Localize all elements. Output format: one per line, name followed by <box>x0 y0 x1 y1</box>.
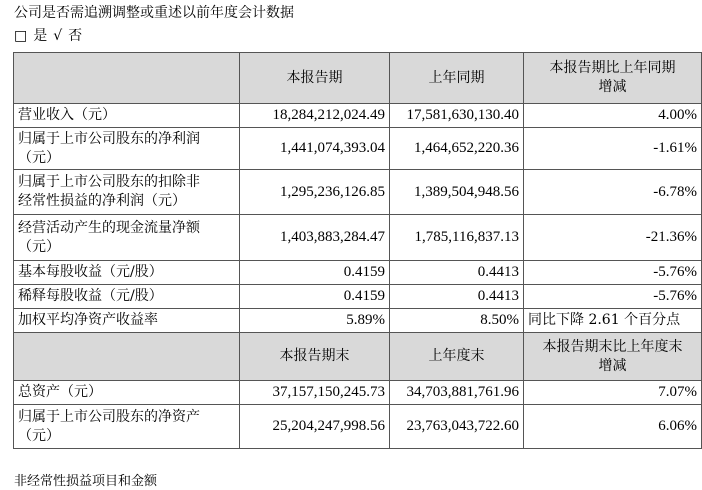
header-change-line2: 增减 <box>598 79 627 95</box>
header-prior-period: 上年同期 <box>390 53 524 104</box>
change-value: -1.61% <box>524 128 702 170</box>
header-blank-cell <box>14 333 240 381</box>
table-row <box>14 261 702 285</box>
current-value: 37,157,150,245.73 <box>240 381 390 405</box>
row-label <box>14 104 240 128</box>
prior-value: 8.50% <box>390 309 524 333</box>
table-row <box>14 128 702 170</box>
current-value: 1,295,236,126.85 <box>240 170 390 215</box>
row-label-line1: 归属于上市公司股东的扣除非 <box>18 174 200 190</box>
change-value: -5.76% <box>524 285 702 309</box>
row-label-line1: 营业收入（元） <box>18 107 116 123</box>
change-value: 7.07% <box>524 381 702 405</box>
row-label <box>14 170 240 215</box>
change-value: -6.78% <box>524 170 702 215</box>
row-label-line2: （元） <box>18 149 60 166</box>
table-row <box>14 104 702 128</box>
header-change-line1: 本报告期末比上年度末 <box>542 338 683 355</box>
row-label-line2: （元） <box>18 427 60 444</box>
header-change-line2: 增减 <box>598 357 627 374</box>
row-label-line2: 经常性损益的净利润（元） <box>18 193 186 209</box>
prior-value: 1,464,652,220.36 <box>390 128 524 170</box>
row-label-line1: 归属于上市公司股东的净利润 <box>18 130 200 147</box>
current-value: 18,284,212,024.49 <box>240 104 390 128</box>
row-label-line2: （元） <box>18 238 60 255</box>
table-row <box>14 215 702 261</box>
change-value: 4.00% <box>524 104 702 128</box>
change-value: -21.36% <box>524 215 702 261</box>
current-value: 0.4159 <box>240 261 390 285</box>
row-label <box>14 381 240 405</box>
current-value: 1,403,883,284.47 <box>240 215 390 261</box>
prior-value: 0.4413 <box>390 261 524 285</box>
table-row <box>14 381 702 405</box>
row-label <box>14 405 240 449</box>
row-label <box>14 215 240 261</box>
restatement-question: 公司是否需追溯调整或重述以前年度会计数据 <box>14 5 294 21</box>
restatement-options <box>14 25 88 47</box>
header-change <box>524 333 702 381</box>
prior-value: 23,763,043,722.60 <box>390 405 524 449</box>
header-period-end: 本报告期末 <box>240 333 390 381</box>
row-label <box>14 128 240 170</box>
change-value: 6.06% <box>524 405 702 449</box>
row-label-line1: 加权平均净资产收益率 <box>18 312 158 328</box>
change-value: 同比下降 2.61 个百分点 <box>524 309 702 333</box>
row-label-line1: 总资产（元） <box>18 384 102 400</box>
row-label-line1: 稀释每股收益（元/股） <box>18 288 163 304</box>
row-label-line1: 基本每股收益（元/股） <box>18 264 163 280</box>
header-change <box>524 53 702 104</box>
prior-value: 1,389,504,948.56 <box>390 170 524 215</box>
header-prior-year-end: 上年度末 <box>390 333 524 381</box>
unchecked-box-icon[interactable]: □ <box>14 28 28 44</box>
checkmark-icon: √ <box>53 28 63 44</box>
option-no-label: 否 <box>68 28 83 44</box>
table-row <box>14 285 702 309</box>
cut-off-section-heading: 非经常性损益项目和金额 <box>14 474 158 489</box>
current-value: 5.89% <box>240 309 390 333</box>
row-label <box>14 261 240 285</box>
current-value: 25,204,247,998.56 <box>240 405 390 449</box>
current-value: 0.4159 <box>240 285 390 309</box>
row-label-line1: 经营活动产生的现金流量净额 <box>18 219 200 236</box>
row-label <box>14 285 240 309</box>
option-yes-label: 是 <box>33 28 48 44</box>
current-value: 1,441,074,393.04 <box>240 128 390 170</box>
table-header-row <box>14 333 702 381</box>
table-header-row <box>14 53 702 104</box>
prior-value: 0.4413 <box>390 285 524 309</box>
prior-value: 34,703,881,761.96 <box>390 381 524 405</box>
key-financials-table <box>13 52 702 449</box>
prior-value: 1,785,116,837.13 <box>390 215 524 261</box>
table-row <box>14 405 702 449</box>
change-value: -5.76% <box>524 261 702 285</box>
table-row <box>14 309 702 333</box>
header-blank-cell <box>14 53 240 104</box>
prior-value: 17,581,630,130.40 <box>390 104 524 128</box>
header-change-line1: 本报告期比上年同期 <box>549 60 676 76</box>
table-row <box>14 170 702 215</box>
header-current-period: 本报告期 <box>240 53 390 104</box>
row-label <box>14 309 240 333</box>
row-label-line1: 归属于上市公司股东的净资产 <box>18 408 200 425</box>
